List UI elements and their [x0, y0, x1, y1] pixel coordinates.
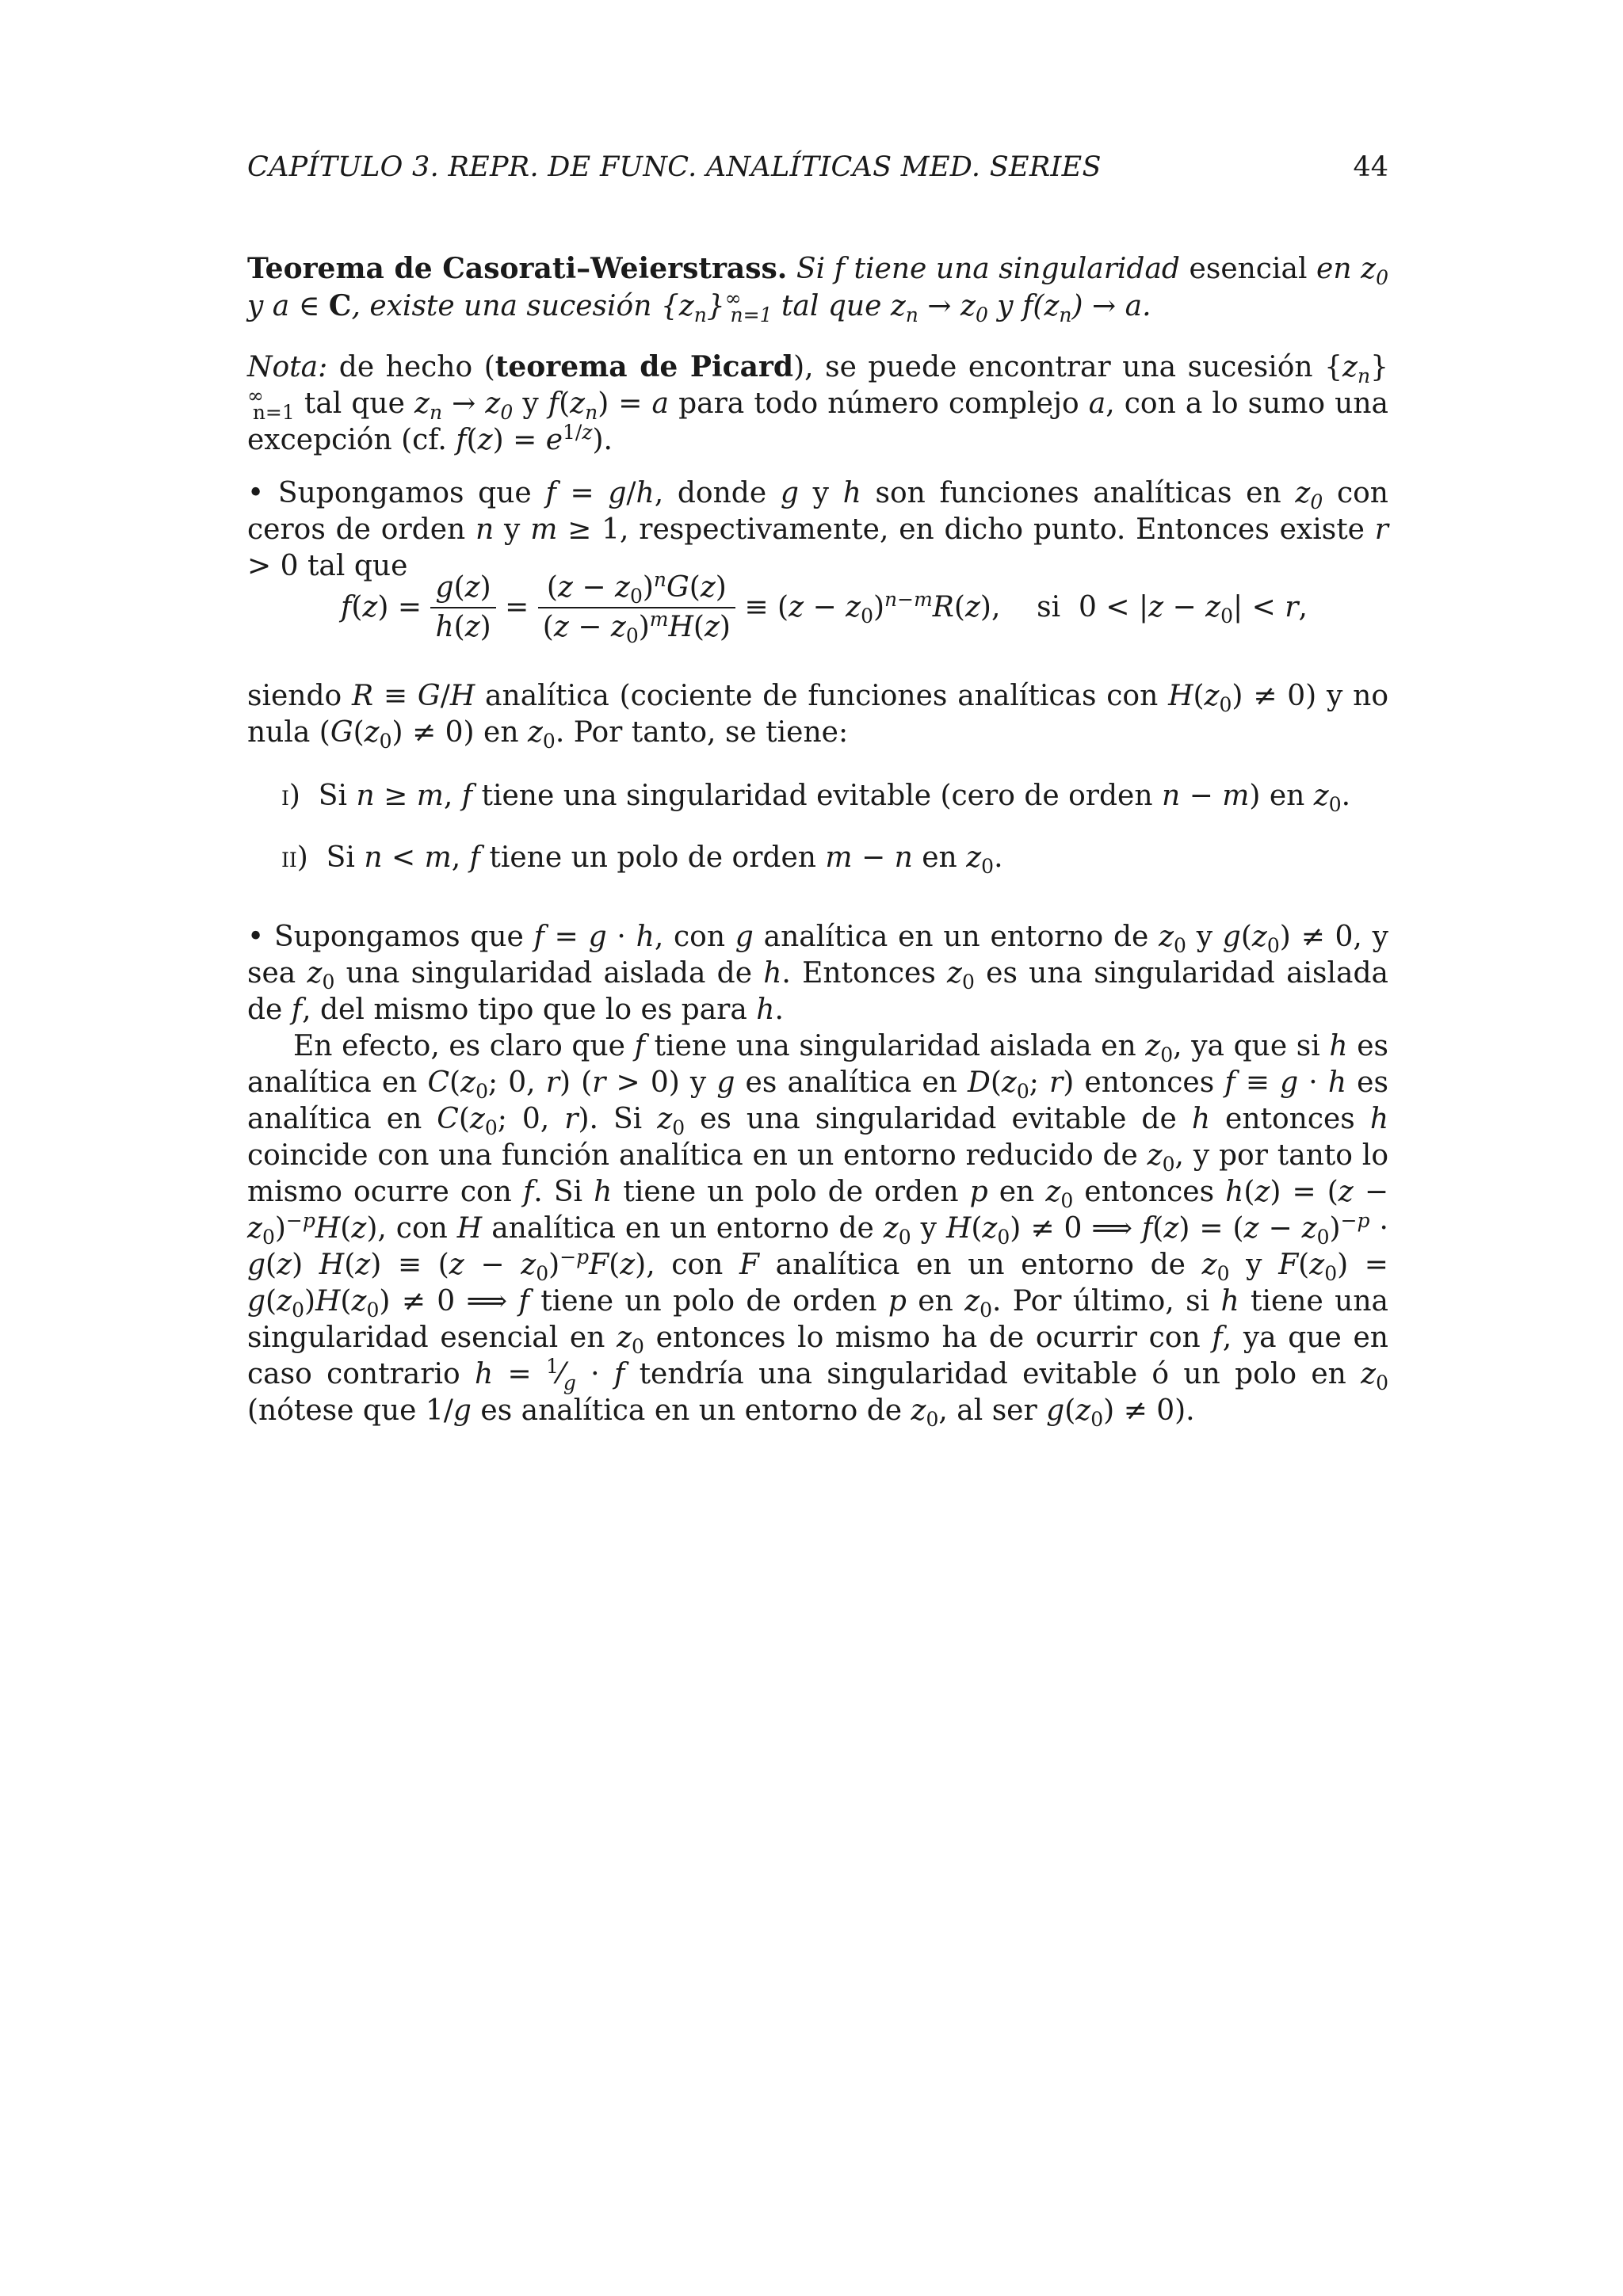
- theorem-title: Teorema de Casorati–Weierstrass.: [247, 252, 788, 285]
- chapter-title: CAPÍTULO 3. REPR. DE FUNC. ANALÍTICAS MED. SERIES: [247, 151, 1102, 183]
- running-header: [247, 149, 1388, 189]
- case-list: [281, 778, 1383, 879]
- list-item: ii) Si n < m, f tiene un polo de orden m − n en $z_0$.: [281, 841, 1003, 879]
- paragraph-R: siendo R ≡ G/H analítica (cociente de funciones analíticas con $H(z_0) \ne 0$) y no nula $(G(z_0) \ne 0)$ en $z_0$. Por tanto, se tiene:: [247, 680, 1389, 753]
- picard-theorem: teorema de Picard: [495, 350, 794, 383]
- fraction-expanded: $\frac{(z - z_0)^nG(z)}{(z - z_0)^mH(z)}$: [538, 569, 735, 646]
- display-equation: f(z) = $\frac{g(z)}{h(z)}$ = $\frac{(z - z_0)^nG(z)}{(z - z_0)^mH(z)}$ ≡ $(z - z_0)^{n-m}R(z)$, si $0 < |z - z_0| < r$,: [341, 568, 1308, 648]
- page-number: 44: [1353, 151, 1388, 183]
- note-label: Nota:: [247, 351, 328, 383]
- note-picard: Nota: de hecho (teorema de Picard), se puede encontrar una sucesión $\{z_n\}^\infty_{n=1}$ tal que $z_n \to z_0$ y $f(z_n) = a$ para todo número complejo a, con a lo sumo una excepción (cf. $f(z) = e^{1/z}$).: [247, 350, 1388, 456]
- list-item: i) Si n ≥ m, f tiene una singularidad evitable (cero de orden n − m) en $z_0$.: [281, 780, 1351, 817]
- paragraph-quotient: • Supongamos que f = g/h, donde g y h son funciones analíticas en $z_0$ con ceros de orden n y m ≥ 1, respectivamente, en dicho punto. Entonces existe r > 0 tal que: [247, 477, 1389, 582]
- paragraph-product: • Supongamos que f = g · h, con g analítica en un entorno de $z_0$ y $g(z_0) \ne 0$, y sea $z_0$ una singularidad aislada de h. Entonces $z_0$ es una singularidad aislada de f, del mismo tipo que lo es para h. En efecto, es claro que f tiene una singularidad aislada en $z_0$, ya que si h es analítica en $C(z_0$; 0, r) (r > 0) y g es analítica en $D(z_0$; r) entonces f ≡ g · h es analítica en $C(z_0$; 0, r). Si $z_0$ es una singularidad evitable de h entonces h coincide con una función analítica en un entorno reducido de $z_0$, y por tanto lo mismo ocurre con f. Si h tiene un polo de orden p en $z_0$ entonces $h(z) = (z - z_0)^{-p}H(z)$, con H analítica en un entorno de $z_0$ y $H(z_0) \ne 0$ ⟹ $f(z) = (z - z_0)^{-p} \cdot g(z)$ $H(z) \equiv (z - z_0)^{-p}F(z)$, con F analítica en un entorno de $z_0$ y $F(z_0) = g(z_0)H(z_0) \ne 0$ ⟹ f tiene un polo de orden p en $z_0$. Por último, si h tiene una singularidad esencial en $z_0$ entonces lo mismo ha de ocurrir con f, ya que en caso contrario $h = ^1⁄_g \cdot f$ tendría una singularidad evitable ó un polo en $z_0$ (nótese que 1/g es analítica en un entorno de $z_0$, al ser $g(z_0) \ne 0$).: [247, 921, 1389, 1432]
- fraction-g-over-h: $\frac{g(z)}{h(z)}$: [430, 569, 495, 646]
- theorem-casorati-weierstrass: Teorema de Casorati–Weierstrass. Si f tiene una singularidad esencial en $z_0$ y a ∈ C, existe una sucesión $\{z_n\}^\infty_{n=1}$ tal que $z_n \to z_0$ y $f(z_n) \to a$.: [247, 252, 1388, 327]
